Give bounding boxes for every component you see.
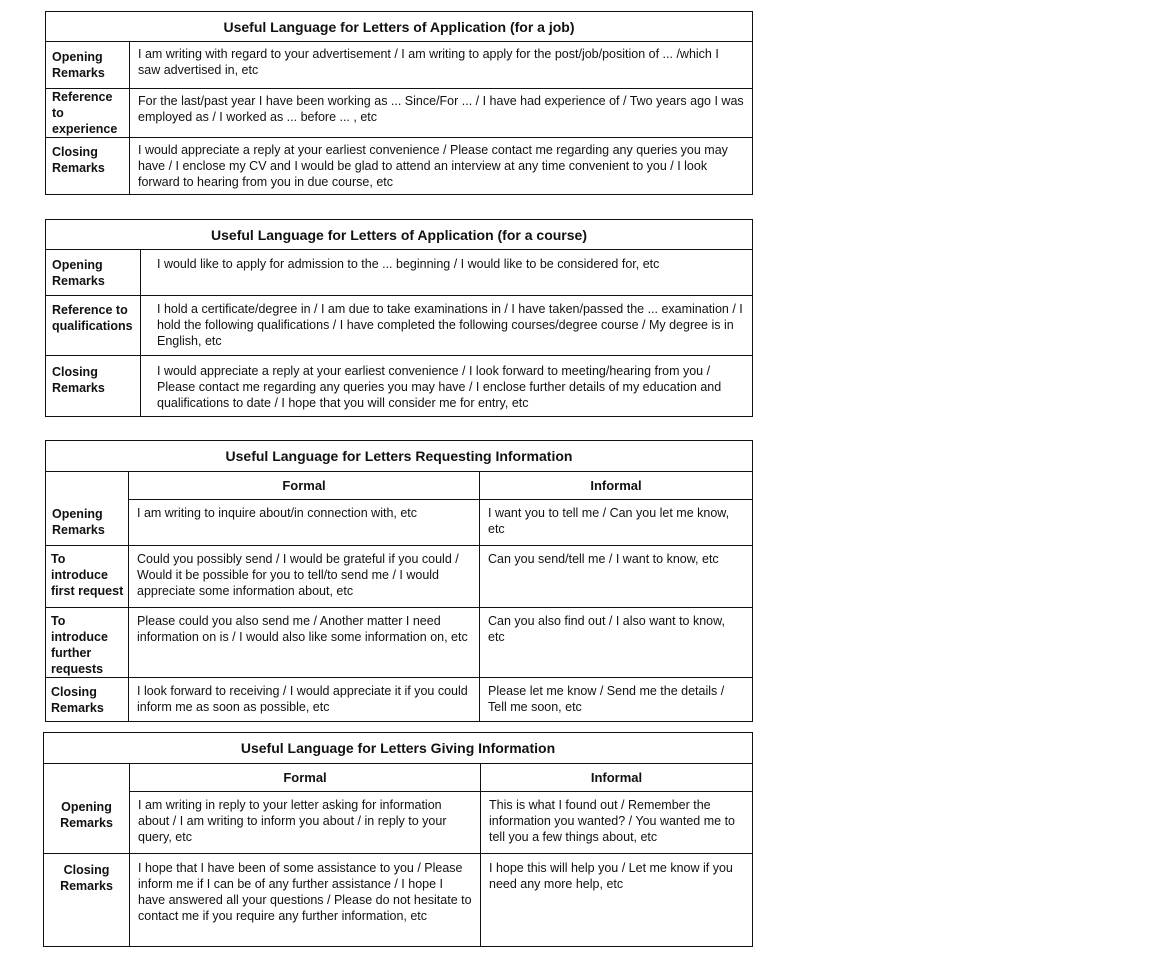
column-header-informal: Informal <box>481 764 753 792</box>
formal-text: I look forward to receiving / I would appreciate it if you could inform me as soon as possible, etc <box>129 678 480 722</box>
informal-text: This is what I found out / Remember the information you wanted? / You wanted me to tell you a few things about, etc <box>481 792 753 854</box>
table-giving-information <box>43 732 753 947</box>
formal-text: I am writing to inquire about/in connection with, etc <box>129 500 480 546</box>
table-row <box>46 42 753 89</box>
row-label: To introduce first request <box>46 546 129 608</box>
row-label: Closing Remarks <box>46 678 129 722</box>
formal-text: I hope that I have been of some assistance to you / Please inform me if I can be of any further assistance / I hope I have answered all your questions / Please do not hesitate to contact me if you require any further information, etc <box>130 854 481 947</box>
informal-text: I hope this will help you / Let me know if you need any more help, etc <box>481 854 753 947</box>
header-spacer <box>46 472 129 500</box>
table-row <box>46 546 753 608</box>
formal-text: Could you possibly send / I would be grateful if you could / Would it be possible for you to tell/to send me / I would appreciate some information about, etc <box>129 546 480 608</box>
row-label: Reference to qualifications <box>46 296 141 356</box>
row-text: For the last/past year I have been working as ... Since/For ... / I have had experience of / Two years ago I was employed as / I worked as ... before ... , etc <box>130 89 753 138</box>
table-row <box>46 500 753 546</box>
column-header-informal: Informal <box>480 472 753 500</box>
row-label: Opening Remarks <box>46 500 129 546</box>
header-spacer <box>44 764 130 792</box>
table-requesting-information <box>45 440 753 722</box>
table-application-course <box>45 219 753 417</box>
row-label: To introduce further requests <box>46 608 129 678</box>
row-text: I would like to apply for admission to the ... beginning / I would like to be considered for, etc <box>141 250 753 296</box>
row-text: I would appreciate a reply at your earliest convenience / Please contact me regarding any queries you may have / I enclose my CV and I would be glad to attend an interview at any time convenient to you / I look forward to hearing from you in due course, etc <box>130 138 753 195</box>
row-label: Opening Remarks <box>46 250 141 296</box>
table-title: Useful Language for Letters Requesting Information <box>46 441 753 472</box>
table-row <box>44 854 753 947</box>
row-label: Closing Remarks <box>46 356 141 417</box>
informal-text: Can you also find out / I also want to know, etc <box>480 608 753 678</box>
table-row <box>46 356 753 417</box>
row-label: Closing Remarks <box>46 138 130 195</box>
row-label: Opening Remarks <box>46 42 130 89</box>
table-title: Useful Language for Letters of Application (for a course) <box>46 220 753 250</box>
table-title: Useful Language for Letters Giving Information <box>44 733 753 764</box>
column-header-formal: Formal <box>129 472 480 500</box>
table-row <box>44 792 753 854</box>
table-application-job <box>45 11 753 195</box>
table-row <box>46 296 753 356</box>
informal-text: Please let me know / Send me the details / Tell me soon, etc <box>480 678 753 722</box>
informal-text: Can you send/tell me / I want to know, etc <box>480 546 753 608</box>
table-title: Useful Language for Letters of Application (for a job) <box>46 12 753 42</box>
row-label: Closing Remarks <box>44 854 130 947</box>
informal-text: I want you to tell me / Can you let me know, etc <box>480 500 753 546</box>
row-label: Opening Remarks <box>44 792 130 854</box>
column-header-formal: Formal <box>130 764 481 792</box>
table-row <box>46 89 753 138</box>
row-text: I am writing with regard to your advertisement / I am writing to apply for the post/job/position of ... /which I saw advertised in, etc <box>130 42 753 89</box>
table-row <box>46 138 753 195</box>
table-row <box>46 250 753 296</box>
row-text: I would appreciate a reply at your earliest convenience / I look forward to meeting/hearing from you / Please contact me regarding any queries you may have / I enclose further details of my education and qualifications to date / I hope that you will consider me for entry, etc <box>141 356 753 417</box>
formal-text: Please could you also send me / Another matter I need information on is / I would also like some information on, etc <box>129 608 480 678</box>
table-row <box>46 608 753 678</box>
formal-text: I am writing in reply to your letter asking for information about / I am writing to inform you about / in reply to your query, etc <box>130 792 481 854</box>
row-label: Reference to experience <box>46 89 130 138</box>
table-row <box>46 678 753 722</box>
row-text: I hold a certificate/degree in / I am due to take examinations in / I have taken/passed the ... examination / I hold the following qualifications / I have completed the following courses/degree course / My degree is in English, etc <box>141 296 753 356</box>
